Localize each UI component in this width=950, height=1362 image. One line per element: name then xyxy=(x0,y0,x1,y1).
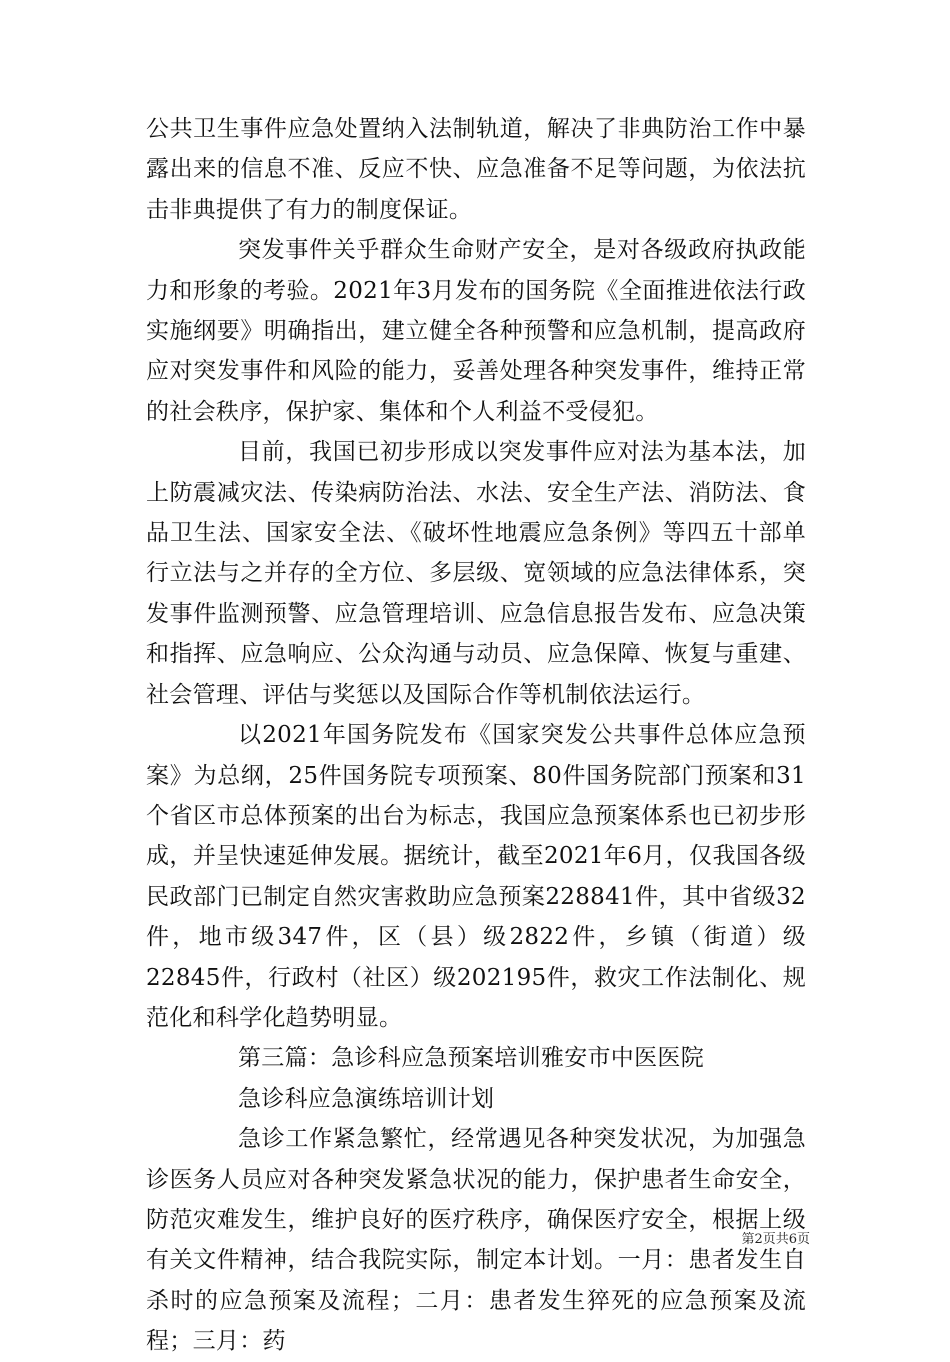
page-number: 第2页共6页 xyxy=(741,1232,810,1247)
section-subheading: 急诊科应急演练培训计划 xyxy=(238,1085,495,1112)
paragraph-plan-system: 以2021年国务院发布《国家突发公共事件总体应急预案》为总纲，25件国务院专项预案、80件国务院部门预案和31个省区市总体预案的出台为标志，我国应急预案体系也已初步形成，并呈快速延伸发展。据统计，截至2021年6月，仅我国各级民政部门已制定自然灾害救助应急预案228841件，其中省级32件，地市级347件，区（县）级2822件，乡镇（街道）级22845件，行政村（社区）级202195件，救灾工作法制化、规范化和科学化趋势明显。 xyxy=(146,722,806,1031)
document-body xyxy=(146,109,806,1362)
paragraph-legal-system: 目前，我国已初步形成以突发事件应对法为基本法，加上防震减灾法、传染病防治法、水法、安全生产法、消防法、食品卫生法、国家安全法、《破坏性地震应急条例》等四五十部单行立法与之并存的全方位、多层级、宽领域的应急法律体系，突发事件监测预警、应急管理培训、应急信息报告发布、应急决策和指挥、应急响应、公众沟通与动员、应急保障、恢复与重建、社会管理、评估与奖惩以及国际合作等机制依法运行。 xyxy=(146,439,806,708)
paragraph-continuation: 公共卫生事件应急处置纳入法制轨道，解决了非典防治工作中暴露出来的信息不准、反应不快、应急准备不足等问题，为依法抗击非典提供了有力的制度保证。 xyxy=(146,116,806,223)
section-heading: 第三篇：急诊科应急预案培训雅安市中医医院 xyxy=(238,1045,704,1072)
paragraph-training-plan: 急诊工作紧急繁忙，经常遇见各种突发状况，为加强急诊医务人员应对各种突发紧急状况的能力，保护患者生命安全，防范灾难发生，维护良好的医疗秩序，确保医疗安全，根据上级有关文件精神，结合我院实际，制定本计划。一月：患者发生自杀时的应急预案及流程；二月：患者发生猝死的应急预案及流程；三月：药 xyxy=(146,1126,806,1355)
paragraph-emergency-significance: 突发事件关乎群众生命财产安全，是对各级政府执政能力和形象的考验。2021年3月发布的国务院《全面推进依法行政实施纲要》明确指出，建立健全各种预警和应急机制，提高政府应对突发事件和风险的能力，妥善处理各种突发事件，维持正常的社会秩序，保护家、集体和个人利益不受侵犯。 xyxy=(146,237,806,425)
